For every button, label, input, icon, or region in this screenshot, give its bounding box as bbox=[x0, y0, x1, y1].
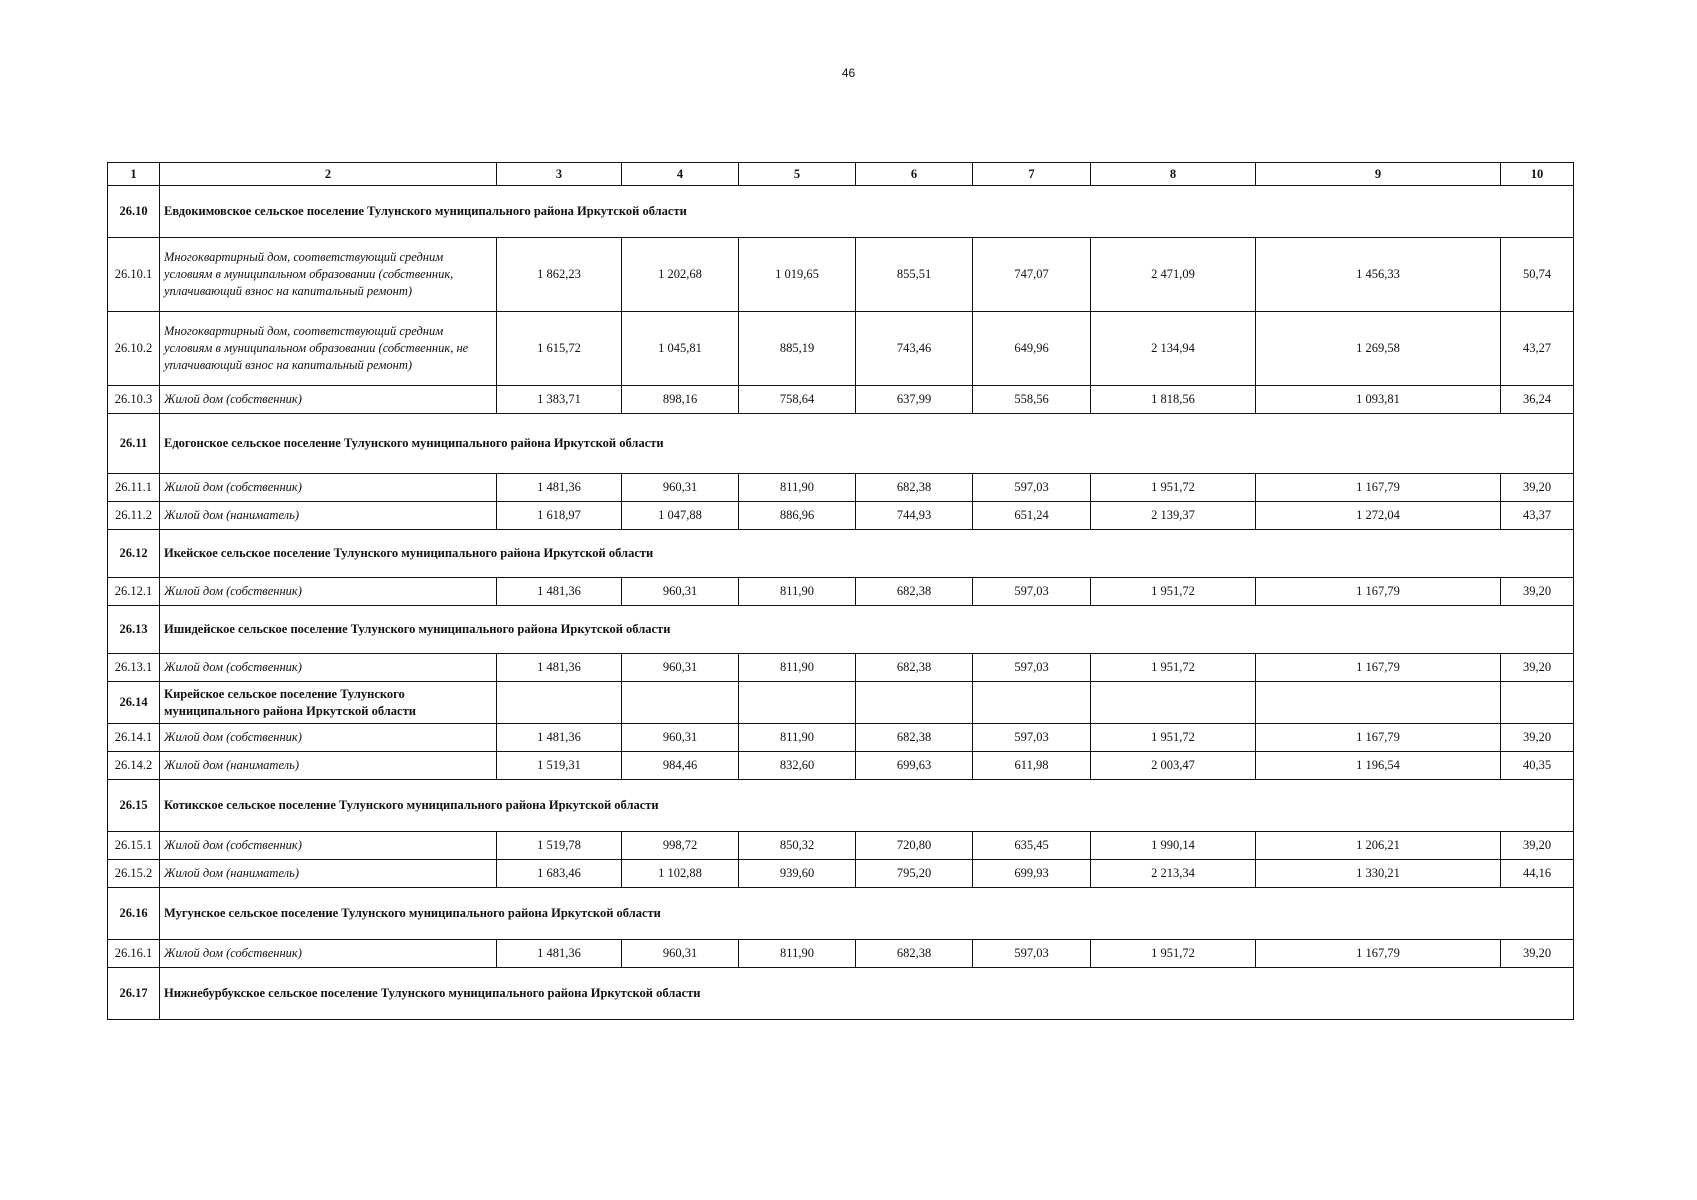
value-cell: 39,20 bbox=[1501, 832, 1574, 860]
value-cell: 611,98 bbox=[973, 752, 1091, 780]
value-cell: 699,63 bbox=[856, 752, 973, 780]
item-description: Жилой дом (наниматель) bbox=[160, 860, 497, 888]
item-description: Жилой дом (собственник) bbox=[160, 940, 497, 968]
value-cell: 1 045,81 bbox=[622, 312, 739, 386]
section-row bbox=[108, 682, 1574, 724]
table-row bbox=[108, 724, 1574, 752]
value-cell: 635,45 bbox=[973, 832, 1091, 860]
value-cell: 43,27 bbox=[1501, 312, 1574, 386]
value-cell: 1 196,54 bbox=[1256, 752, 1501, 780]
table-row bbox=[108, 832, 1574, 860]
item-description: Жилой дом (собственник) bbox=[160, 474, 497, 502]
value-cell: 637,99 bbox=[856, 386, 973, 414]
value-cell: 1 481,36 bbox=[497, 654, 622, 682]
value-cell: 682,38 bbox=[856, 578, 973, 606]
value-cell: 40,35 bbox=[1501, 752, 1574, 780]
table-row bbox=[108, 940, 1574, 968]
value-cell: 651,24 bbox=[973, 502, 1091, 530]
section-code: 26.16 bbox=[108, 888, 160, 940]
value-cell: 1 167,79 bbox=[1256, 940, 1501, 968]
value-cell: 960,31 bbox=[622, 940, 739, 968]
item-description: Жилой дом (собственник) bbox=[160, 386, 497, 414]
item-code: 26.10.2 bbox=[108, 312, 160, 386]
item-code: 26.15.1 bbox=[108, 832, 160, 860]
value-cell: 1 818,56 bbox=[1091, 386, 1256, 414]
empty-cell bbox=[1091, 682, 1256, 724]
value-cell: 39,20 bbox=[1501, 940, 1574, 968]
table-row bbox=[108, 654, 1574, 682]
section-row bbox=[108, 530, 1574, 578]
value-cell: 39,20 bbox=[1501, 724, 1574, 752]
value-cell: 1 481,36 bbox=[497, 724, 622, 752]
value-cell: 960,31 bbox=[622, 474, 739, 502]
value-cell: 39,20 bbox=[1501, 654, 1574, 682]
column-header: 9 bbox=[1256, 163, 1501, 186]
item-code: 26.11.1 bbox=[108, 474, 160, 502]
value-cell: 1 167,79 bbox=[1256, 578, 1501, 606]
item-description: Жилой дом (наниматель) bbox=[160, 752, 497, 780]
item-description: Жилой дом (наниматель) bbox=[160, 502, 497, 530]
item-code: 26.16.1 bbox=[108, 940, 160, 968]
column-header: 10 bbox=[1501, 163, 1574, 186]
value-cell: 850,32 bbox=[739, 832, 856, 860]
value-cell: 1 272,04 bbox=[1256, 502, 1501, 530]
value-cell: 1 862,23 bbox=[497, 238, 622, 312]
empty-cell bbox=[856, 682, 973, 724]
value-cell: 597,03 bbox=[973, 724, 1091, 752]
value-cell: 2 213,34 bbox=[1091, 860, 1256, 888]
empty-cell bbox=[739, 682, 856, 724]
item-description: Жилой дом (собственник) bbox=[160, 724, 497, 752]
value-cell: 597,03 bbox=[973, 578, 1091, 606]
value-cell: 795,20 bbox=[856, 860, 973, 888]
table-body bbox=[108, 186, 1574, 1020]
section-row bbox=[108, 968, 1574, 1020]
item-code: 26.15.2 bbox=[108, 860, 160, 888]
value-cell: 1 951,72 bbox=[1091, 578, 1256, 606]
section-name: Кирейское сельское поселение Тулунского муниципального района Иркутской области bbox=[160, 682, 497, 724]
value-cell: 2 139,37 bbox=[1091, 502, 1256, 530]
table-row bbox=[108, 238, 1574, 312]
table-header-row bbox=[108, 163, 1574, 186]
empty-cell bbox=[973, 682, 1091, 724]
value-cell: 855,51 bbox=[856, 238, 973, 312]
value-cell: 984,46 bbox=[622, 752, 739, 780]
column-header: 2 bbox=[160, 163, 497, 186]
value-cell: 1 951,72 bbox=[1091, 474, 1256, 502]
value-cell: 1 047,88 bbox=[622, 502, 739, 530]
value-cell: 1 519,78 bbox=[497, 832, 622, 860]
table-row bbox=[108, 502, 1574, 530]
table-row bbox=[108, 860, 1574, 888]
value-cell: 744,93 bbox=[856, 502, 973, 530]
value-cell: 1 206,21 bbox=[1256, 832, 1501, 860]
value-cell: 811,90 bbox=[739, 724, 856, 752]
value-cell: 1 481,36 bbox=[497, 474, 622, 502]
column-header: 7 bbox=[973, 163, 1091, 186]
section-code: 26.13 bbox=[108, 606, 160, 654]
value-cell: 2 003,47 bbox=[1091, 752, 1256, 780]
section-row bbox=[108, 186, 1574, 238]
value-cell: 1 167,79 bbox=[1256, 724, 1501, 752]
value-cell: 44,16 bbox=[1501, 860, 1574, 888]
value-cell: 1 019,65 bbox=[739, 238, 856, 312]
column-header: 3 bbox=[497, 163, 622, 186]
value-cell: 36,24 bbox=[1501, 386, 1574, 414]
item-description: Многоквартирный дом, соответствующий средним условиям в муниципальном образовании (собственник, уплачивающий взнос на капитальный ремонт) bbox=[160, 238, 497, 312]
value-cell: 43,37 bbox=[1501, 502, 1574, 530]
item-code: 26.11.2 bbox=[108, 502, 160, 530]
value-cell: 597,03 bbox=[973, 474, 1091, 502]
item-description: Жилой дом (собственник) bbox=[160, 578, 497, 606]
value-cell: 50,74 bbox=[1501, 238, 1574, 312]
section-code: 26.11 bbox=[108, 414, 160, 474]
value-cell: 699,93 bbox=[973, 860, 1091, 888]
value-cell: 597,03 bbox=[973, 940, 1091, 968]
value-cell: 960,31 bbox=[622, 724, 739, 752]
section-name: Едогонское сельское поселение Тулунского муниципального района Иркутской области bbox=[160, 414, 1574, 474]
value-cell: 682,38 bbox=[856, 724, 973, 752]
empty-cell bbox=[622, 682, 739, 724]
value-cell: 885,19 bbox=[739, 312, 856, 386]
value-cell: 1 951,72 bbox=[1091, 654, 1256, 682]
value-cell: 39,20 bbox=[1501, 474, 1574, 502]
section-name: Ишидейское сельское поселение Тулунского муниципального района Иркутской области bbox=[160, 606, 1574, 654]
value-cell: 960,31 bbox=[622, 654, 739, 682]
section-code: 26.12 bbox=[108, 530, 160, 578]
value-cell: 1 519,31 bbox=[497, 752, 622, 780]
item-description: Жилой дом (собственник) bbox=[160, 654, 497, 682]
value-cell: 720,80 bbox=[856, 832, 973, 860]
item-code: 26.12.1 bbox=[108, 578, 160, 606]
section-name: Мугунское сельское поселение Тулунского муниципального района Иркутской области bbox=[160, 888, 1574, 940]
value-cell: 1 102,88 bbox=[622, 860, 739, 888]
section-row bbox=[108, 414, 1574, 474]
value-cell: 1 990,14 bbox=[1091, 832, 1256, 860]
item-code: 26.14.2 bbox=[108, 752, 160, 780]
table-row bbox=[108, 312, 1574, 386]
item-description: Жилой дом (собственник) bbox=[160, 832, 497, 860]
value-cell: 1 269,58 bbox=[1256, 312, 1501, 386]
section-row bbox=[108, 888, 1574, 940]
section-name: Котикское сельское поселение Тулунского муниципального района Иркутской области bbox=[160, 780, 1574, 832]
value-cell: 1 167,79 bbox=[1256, 654, 1501, 682]
value-cell: 2 471,09 bbox=[1091, 238, 1256, 312]
value-cell: 811,90 bbox=[739, 654, 856, 682]
section-name: Икейское сельское поселение Тулунского муниципального района Иркутской области bbox=[160, 530, 1574, 578]
column-header: 8 bbox=[1091, 163, 1256, 186]
value-cell: 1 202,68 bbox=[622, 238, 739, 312]
value-cell: 1 330,21 bbox=[1256, 860, 1501, 888]
section-name: Нижнебурбукское сельское поселение Тулунского муниципального района Иркутской области bbox=[160, 968, 1574, 1020]
table-row bbox=[108, 752, 1574, 780]
value-cell: 39,20 bbox=[1501, 578, 1574, 606]
section-name: Евдокимовское сельское поселение Тулунского муниципального района Иркутской области bbox=[160, 186, 1574, 238]
item-code: 26.13.1 bbox=[108, 654, 160, 682]
tariff-table bbox=[107, 162, 1574, 1020]
value-cell: 1 951,72 bbox=[1091, 724, 1256, 752]
table-row bbox=[108, 578, 1574, 606]
value-cell: 1 951,72 bbox=[1091, 940, 1256, 968]
empty-cell bbox=[1256, 682, 1501, 724]
item-code: 26.10.1 bbox=[108, 238, 160, 312]
value-cell: 558,56 bbox=[973, 386, 1091, 414]
page-number: 46 bbox=[841, 66, 856, 80]
empty-cell bbox=[1501, 682, 1574, 724]
value-cell: 811,90 bbox=[739, 940, 856, 968]
item-description: Многоквартирный дом, соответствующий средним условиям в муниципальном образовании (собственник, не уплачивающий взнос на капитальный ремонт) bbox=[160, 312, 497, 386]
value-cell: 811,90 bbox=[739, 474, 856, 502]
section-code: 26.10 bbox=[108, 186, 160, 238]
section-code: 26.14 bbox=[108, 682, 160, 724]
value-cell: 898,16 bbox=[622, 386, 739, 414]
column-header: 5 bbox=[739, 163, 856, 186]
value-cell: 1 481,36 bbox=[497, 940, 622, 968]
value-cell: 811,90 bbox=[739, 578, 856, 606]
section-row bbox=[108, 780, 1574, 832]
column-header: 6 bbox=[856, 163, 973, 186]
section-row bbox=[108, 606, 1574, 654]
value-cell: 1 383,71 bbox=[497, 386, 622, 414]
value-cell: 1 481,36 bbox=[497, 578, 622, 606]
value-cell: 758,64 bbox=[739, 386, 856, 414]
section-code: 26.17 bbox=[108, 968, 160, 1020]
value-cell: 682,38 bbox=[856, 654, 973, 682]
empty-cell bbox=[497, 682, 622, 724]
value-cell: 1 618,97 bbox=[497, 502, 622, 530]
value-cell: 998,72 bbox=[622, 832, 739, 860]
value-cell: 747,07 bbox=[973, 238, 1091, 312]
value-cell: 597,03 bbox=[973, 654, 1091, 682]
column-header: 1 bbox=[108, 163, 160, 186]
value-cell: 886,96 bbox=[739, 502, 856, 530]
section-code: 26.15 bbox=[108, 780, 160, 832]
value-cell: 1 093,81 bbox=[1256, 386, 1501, 414]
value-cell: 939,60 bbox=[739, 860, 856, 888]
value-cell: 1 683,46 bbox=[497, 860, 622, 888]
item-code: 26.14.1 bbox=[108, 724, 160, 752]
value-cell: 682,38 bbox=[856, 940, 973, 968]
value-cell: 1 615,72 bbox=[497, 312, 622, 386]
value-cell: 2 134,94 bbox=[1091, 312, 1256, 386]
value-cell: 832,60 bbox=[739, 752, 856, 780]
value-cell: 960,31 bbox=[622, 578, 739, 606]
item-code: 26.10.3 bbox=[108, 386, 160, 414]
table-row bbox=[108, 474, 1574, 502]
value-cell: 743,46 bbox=[856, 312, 973, 386]
column-header: 4 bbox=[622, 163, 739, 186]
value-cell: 1 167,79 bbox=[1256, 474, 1501, 502]
value-cell: 682,38 bbox=[856, 474, 973, 502]
table-row bbox=[108, 386, 1574, 414]
value-cell: 649,96 bbox=[973, 312, 1091, 386]
value-cell: 1 456,33 bbox=[1256, 238, 1501, 312]
